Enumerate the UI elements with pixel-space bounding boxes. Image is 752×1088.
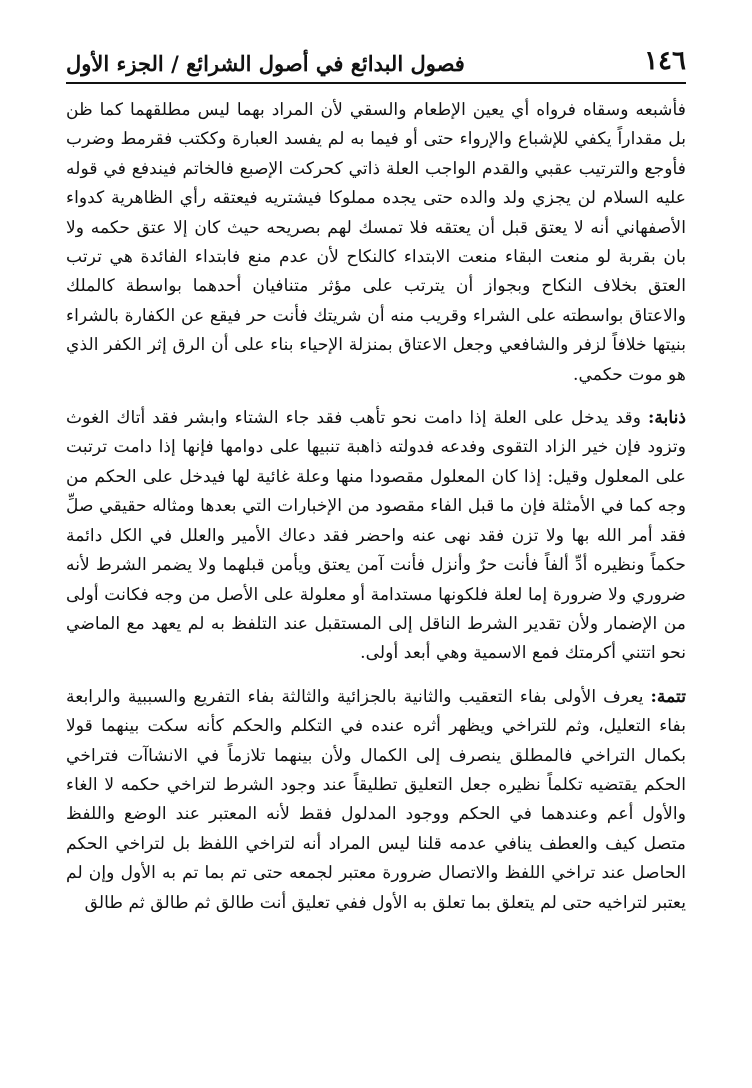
paragraph-text: فأشبعه وسقاه فرواه أي يعين الإطعام والسقي لأن المراد بهما ليس مطلقهما كما ظن بل مقداراً يكفي للإشباع والإرواء حتى أو فيما به لم يفسد العبارة وككتب فقرمط وضرب فأوجع والترتيب عقبي والقدم الواجب العلة ذاتي كحركت الإصبع فالخاتم فيندفع في قوله عليه السلام لن يجزي ولد والده حتى يجده مملوكا فيشتريه فيعتقه رأي الظاهرية كدواء الأصفهاني أنه لا يعتق قبل أن يعتقه فلا تمسك لهم بصريحه حيث كان إلا عتق حكمه ولا بان بقربة لو منعت البقاء منعت الابتداء كالنكاح لأن عدم منع فابتداء الفائدة هي ترتب العتق بخلاف النكاح وبجواز أن يترتب على مؤثر متنافيان أحدهما بواسطة كالملك والاعتاق بواسطته على الشراء وقريب منه أن شريتك فأنت حر فيقع عن الكفارة بالشراء بنيتها خلافاً لزفر والشافعي وجعل الاعتاق بمنزلة الإحياء بناء على أن الرق إثر الكفر الذي هو موت حكمي. xyxy=(66,100,686,385)
page-header xyxy=(66,38,686,84)
paragraph-main xyxy=(66,96,686,390)
running-title: فصول البدائع في أصول الشرائع / الجزء الأول xyxy=(66,51,465,76)
paragraph-dhunaba xyxy=(66,404,686,669)
body-text xyxy=(66,96,686,918)
paragraph-tatimma xyxy=(66,683,686,918)
page-number: ١٤٦ xyxy=(644,46,686,76)
paragraph-text: وقد يدخل على العلة إذا دامت نحو تأهب فقد جاء الشتاء وابشر فقد أتاك الغوث وتزود فإن خير الزاد التقوى وفدعه فدولته ذاهبة تنبيها على دوامها فإنها إذا دامت ترتبت على المعلول وقيل: إذا كان المعلول مقصودا منها وعلة غائية لها فيدخل على الحكم من وجه كما في الأمثلة فإن ما قبل الفاء مقصود من الإخبارات التي بعدها ومثاله حقيقي صلِّ فقد أمر الله بها ولا تزن فقد نهى عنه واحضر فقد دعاك الأمير والعلل في الكل دائمة حكماً ونظيره أدِّ ألفاً فأنت حرٌ وأنزل فأنت آمن يعتق ويأمن قبلهما ولا يضمر الشرط لأنه ضروري ولا ضرورة إما لعلة فلكونها مستدامة أو معلولة على الأصل من وجه فكانت أولى من الإضمار ولأن تقدير الشرط الناقل إلى المستقبل عند التلفظ به لم يعهد مع الماضي نحو اتتني أكرمتك فمع الاسمية وهي أبعد أولى. xyxy=(66,408,686,664)
paragraph-text: يعرف الأولى بفاء التعقيب والثانية بالجزائية والثالثة بفاء التفريع والسببية والرابعة بفاء التعليل، وثم للتراخي ويظهر أثره عنده في التكلم والحكم كأنه سكت بينهما قولا بكمال التراخي فالمطلق ينصرف إلى الكمال ولأن بينهما تلازماً في الانشاآت فتراخي الحكم يقتضيه تكلماً نظيره جعل التعليق تطليقاً عند وجود الشرط لتراخي حكمه لا الغاء والأول أعم وعندهما في الحكم ووجود المدلول فقط لأنه المعتبر عند الوضع واللفظ متصل كيف والعطف ينافي عدمه قلنا ليس المراد أنه لتراخي اللفظ بل لتراخي الحكم الحاصل عند تراخي اللفظ والاتصال ضرورة معتبر لجمعه حتى تم بما تم به الأول وإن لم يعتبر لتراخيه حتى لم يتعلق بما تعلق به الأول ففي تعليق أنت طالق ثم طالق ثم طالق xyxy=(66,686,686,913)
section-term-dhunaba: ذنابة: xyxy=(647,408,687,429)
section-term-tatimma: تتمة: xyxy=(650,686,687,707)
